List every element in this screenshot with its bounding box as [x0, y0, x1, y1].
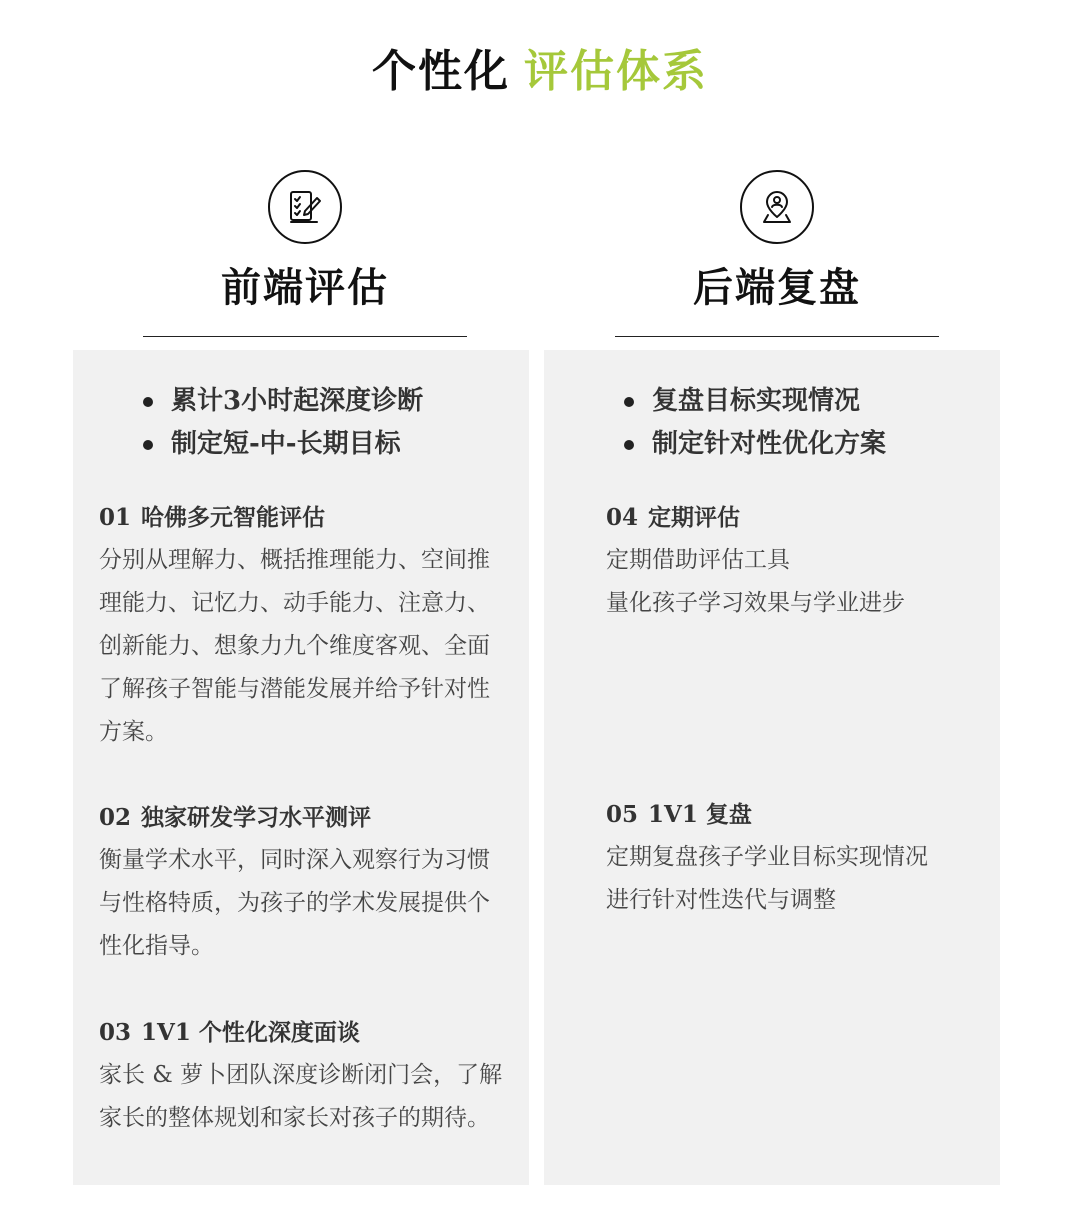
checklist-pen-icon	[268, 170, 342, 244]
section-body	[99, 1054, 519, 1140]
body-line: 创新能力、想象力九个维度客观、全面	[99, 633, 490, 659]
section-number: 03	[99, 1019, 132, 1046]
body-line: 衡量学术水平，同时深入观察行为习惯	[99, 847, 490, 873]
back-review-panel	[544, 350, 1000, 1185]
section-body	[606, 836, 986, 922]
section-heading	[606, 496, 986, 539]
front-assessment-bullets	[143, 380, 423, 466]
section-heading	[606, 793, 986, 836]
location-person-icon	[740, 170, 814, 244]
back-review-title: 后端复盘	[693, 264, 861, 311]
section-body	[606, 539, 986, 625]
body-line: 理能力、记忆力、动手能力、注意力、	[99, 590, 490, 616]
body-line: 量化孩子学习效果与学业进步	[606, 590, 905, 616]
section-number: 01	[99, 504, 132, 531]
section-title: 定期评估	[648, 504, 741, 531]
front-assessment-title: 前端评估	[221, 264, 389, 311]
section-number: 02	[99, 804, 132, 831]
section-03	[99, 1011, 519, 1140]
section-02	[99, 796, 519, 968]
body-line: 进行针对性迭代与调整	[606, 887, 836, 913]
bullet-item: 制定短-中-长期目标	[143, 423, 423, 466]
section-title: 独家研发学习水平测评	[141, 804, 372, 831]
section-05	[606, 793, 986, 922]
section-title: 1V1 个性化深度面谈	[141, 1019, 360, 1046]
section-body	[99, 839, 519, 968]
body-line: 性化指导。	[99, 933, 214, 959]
section-01	[99, 496, 519, 754]
body-line: 方案。	[99, 719, 168, 745]
section-heading	[99, 1011, 519, 1054]
section-title: 哈佛多元智能评估	[141, 504, 326, 531]
front-assessment-panel	[73, 350, 529, 1185]
body-line: 定期复盘孩子学业目标实现情况	[606, 844, 928, 870]
section-04	[606, 496, 986, 625]
back-review-header	[612, 170, 942, 337]
page-title-accent: 评估体系	[524, 46, 708, 97]
section-body	[99, 539, 519, 754]
body-line: 与性格特质，为孩子的学术发展提供个	[99, 890, 490, 916]
divider	[615, 336, 939, 337]
page-title-main: 个性化	[372, 46, 510, 97]
bullet-item: 复盘目标实现情况	[624, 380, 886, 423]
body-line: 定期借助评估工具	[606, 547, 790, 573]
front-assessment-header	[140, 170, 470, 337]
body-line: 了解孩子智能与潜能发展并给予针对性	[99, 676, 490, 702]
section-number: 05	[606, 801, 639, 828]
bullet-item: 累计3小时起深度诊断	[143, 380, 423, 423]
section-heading	[99, 496, 519, 539]
section-number: 04	[606, 504, 639, 531]
divider	[143, 336, 467, 337]
back-review-bullets	[624, 380, 886, 466]
page-title	[0, 40, 1080, 104]
body-line: 家长的整体规划和家长对孩子的期待。	[99, 1105, 490, 1131]
section-heading	[99, 796, 519, 839]
body-line: 家长 & 萝卜团队深度诊断闭门会，了解	[99, 1062, 503, 1088]
body-line: 分别从理解力、概括推理能力、空间推	[99, 547, 490, 573]
bullet-item: 制定针对性优化方案	[624, 423, 886, 466]
section-title: 1V1 复盘	[648, 801, 752, 828]
